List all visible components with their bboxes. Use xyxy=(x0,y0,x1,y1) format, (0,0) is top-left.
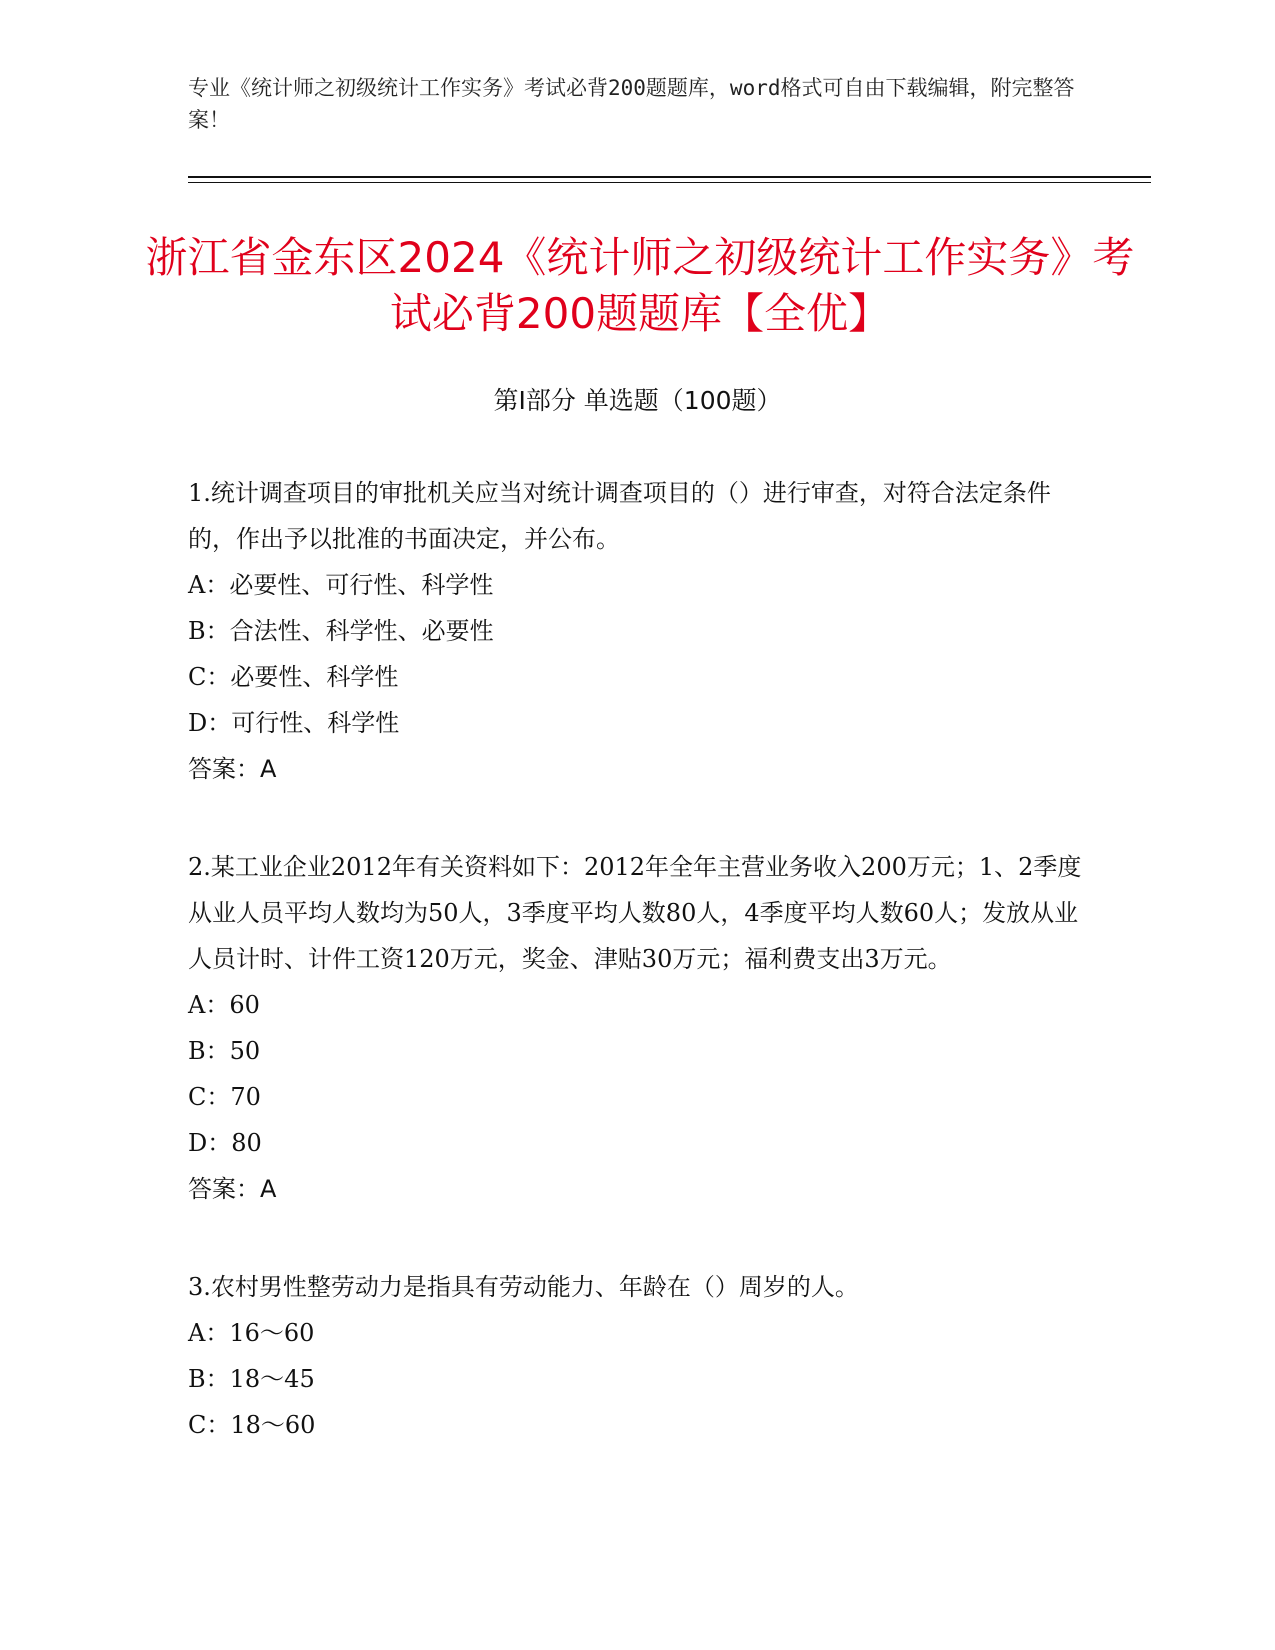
document-title: 浙江省金东区2024《统计师之初级统计工作实务》考试必背200题题库【全优】 xyxy=(145,233,1135,338)
question-stem: 2.某工业企业2012年有关资料如下：2012年全年主营业务收入200万元；1、2季度从业人员平均人数均为50人，3季度平均人数80人，4季度平均人数60人；发放从业人员计时、计件工资120万元，奖金、津贴30万元；福利费支出3万元。 xyxy=(188,853,1082,973)
option-d: D：可行性、科学性 xyxy=(188,709,400,737)
option-c: C：18～60 xyxy=(188,1411,316,1439)
header-divider-thick xyxy=(188,176,1151,178)
question-2 xyxy=(188,844,1088,1212)
option-c: C：必要性、科学性 xyxy=(188,663,399,691)
option-a: A：60 xyxy=(188,991,260,1019)
question-list xyxy=(188,470,1088,1500)
question-stem: 3.农村男性整劳动力是指具有劳动能力、年龄在（）周岁的人。 xyxy=(188,1273,859,1301)
option-b: B：50 xyxy=(188,1037,261,1065)
option-b: B：18～45 xyxy=(188,1365,315,1393)
option-a: A：必要性、可行性、科学性 xyxy=(188,571,494,599)
option-c: C：70 xyxy=(188,1083,261,1111)
option-a: A：16～60 xyxy=(188,1319,315,1347)
section-title: 第I部分 单选题（100题） xyxy=(493,386,782,415)
question-3 xyxy=(188,1264,1088,1448)
option-b: B：合法性、科学性、必要性 xyxy=(188,617,494,645)
answer-line: 答案：A xyxy=(188,1175,277,1203)
header-note: 专业《统计师之初级统计工作实务》考试必背200题题库，word格式可自由下载编辑，附完整答案！ xyxy=(188,76,1075,132)
question-stem: 1.统计调查项目的审批机关应当对统计调查项目的（）进行审查，对符合法定条件的，作出予以批准的书面决定，并公布。 xyxy=(188,479,1051,553)
answer-line: 答案：A xyxy=(188,755,277,783)
question-1 xyxy=(188,470,1088,792)
header-divider-thin xyxy=(188,182,1151,183)
option-d: D：80 xyxy=(188,1129,262,1157)
